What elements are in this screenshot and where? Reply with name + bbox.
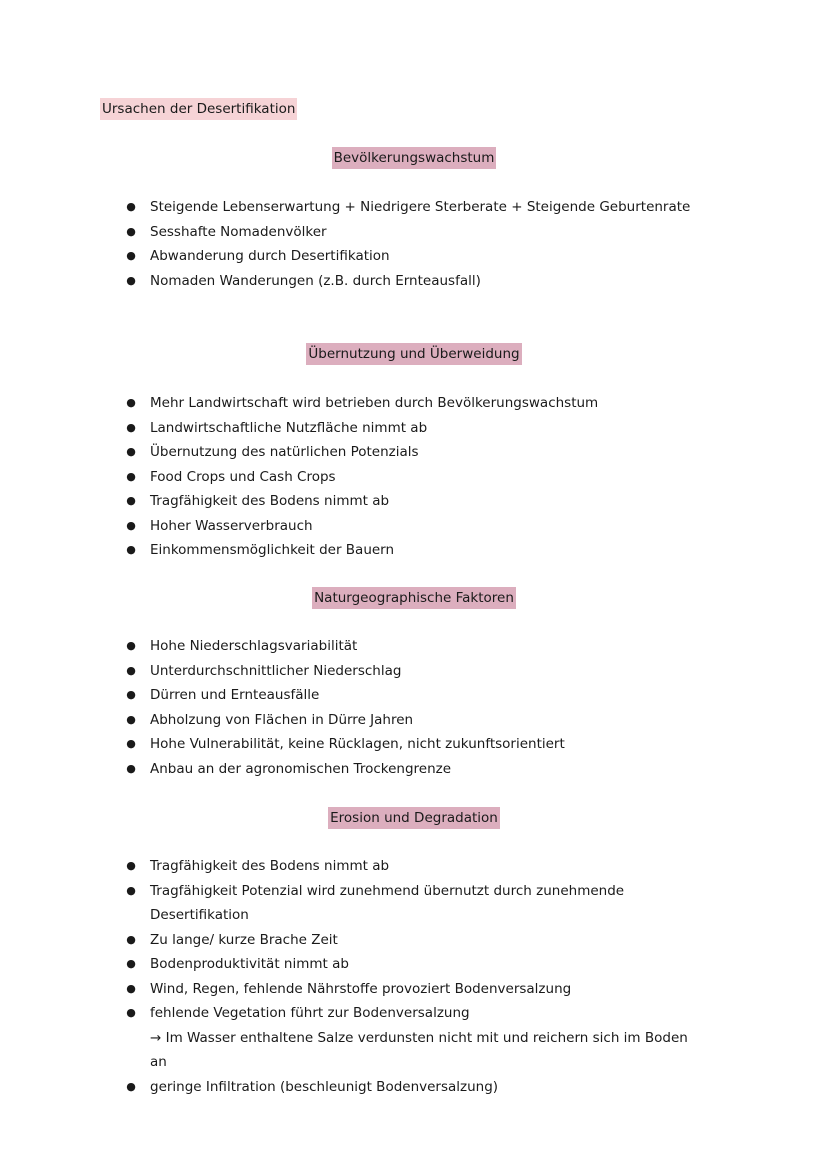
bullet-icon: ●: [126, 688, 136, 701]
list-item-text: fehlende Vegetation führt zur Bodenversalzung: [150, 1005, 470, 1021]
list-item-text: Mehr Landwirtschaft wird betrieben durch Bevölkerungswachstum: [150, 395, 599, 411]
bullet-icon: ●: [126, 932, 136, 946]
bullet-icon: ●: [126, 737, 136, 750]
list-item-text: Food Crops und Cash Crops: [150, 468, 336, 485]
list-item: [0, 465, 828, 490]
bullet-icon: ●: [126, 494, 136, 507]
list-item-text: Unterdurchschnittlicher Niederschlag: [150, 662, 402, 679]
list-item-continuation: Desertifikation: [150, 907, 249, 923]
list-item-text: Übernutzung des natürlichen Potenzials: [150, 444, 419, 460]
list-item-continuation: an: [150, 1054, 167, 1070]
list-item: [0, 879, 828, 928]
list-item: [0, 514, 828, 539]
list-item: [0, 538, 828, 563]
list-item-text: Hoher Wasserverbrauch: [150, 517, 313, 534]
bullet-icon: ●: [126, 200, 136, 213]
list-item-continuation: → Im Wasser enthaltene Salze verdunsten nicht mit und reichern sich im Boden: [150, 1029, 688, 1046]
list-item: [0, 708, 828, 733]
list-item-text: Hohe Vulnerabilität, keine Rücklagen, nicht zukunftsorientiert: [150, 736, 565, 752]
bullet-icon: ●: [126, 420, 136, 434]
section-heading-uebernutzung: [0, 343, 828, 365]
section-heading-text: Erosion und Degradation: [328, 807, 500, 829]
list-item-text: Zu lange/ kurze Brache Zeit: [150, 931, 338, 948]
bullet-list-bevoelkerungswachstum: [0, 195, 828, 293]
list-item: [0, 269, 828, 294]
bullet-icon: ●: [126, 249, 136, 262]
list-item-text: Einkommensmöglichkeit der Bauern: [150, 542, 395, 558]
list-item-text: Landwirtschaftliche Nutzfläche nimmt ab: [150, 419, 428, 436]
bullet-icon: ●: [126, 1006, 136, 1019]
list-item: [0, 928, 828, 953]
section-heading-bevoelkerungswachstum: [0, 147, 828, 169]
list-item-text: Tragfähigkeit des Bodens nimmt ab: [150, 493, 390, 509]
bullet-icon: ●: [126, 396, 136, 409]
bullet-icon: ●: [126, 224, 136, 238]
list-item: [0, 391, 828, 416]
bullet-icon: ●: [126, 1079, 136, 1093]
bullet-list-uebernutzung: [0, 391, 828, 563]
bullet-icon: ●: [126, 543, 136, 556]
section-heading-erosion-degradation: [0, 807, 828, 829]
bullet-icon: ●: [126, 981, 136, 995]
list-item: [0, 732, 828, 757]
list-item: [0, 854, 828, 879]
section-heading-text: Übernutzung und Überweidung: [306, 343, 521, 365]
bullet-icon: ●: [126, 663, 136, 677]
list-item: [0, 757, 828, 782]
bullet-list-naturgeographische-faktoren: [0, 634, 828, 781]
list-item-text: Tragfähigkeit Potenzial wird zunehmend übernutzt durch zunehmende: [150, 882, 625, 899]
list-item: [0, 1001, 828, 1075]
list-item-text: Tragfähigkeit des Bodens nimmt ab: [150, 858, 390, 874]
list-item-text: Wind, Regen, fehlende Nährstoffe provoziert Bodenversalzung: [150, 980, 572, 997]
bullet-icon: ●: [126, 712, 136, 726]
list-item: [0, 683, 828, 708]
list-item-text: Sesshafte Nomadenvölker: [150, 223, 327, 240]
list-item: [0, 416, 828, 441]
bullet-icon: ●: [126, 518, 136, 532]
list-item-text: Nomaden Wanderungen (z.B. durch Ernteausfall): [150, 272, 481, 289]
section-heading-naturgeographische-faktoren: [0, 587, 828, 609]
list-item: [0, 977, 828, 1002]
bullet-icon: ●: [126, 469, 136, 483]
list-item: [0, 244, 828, 269]
list-item: [0, 1075, 828, 1100]
list-item-text: Dürren und Ernteausfälle: [150, 687, 320, 703]
list-item: [0, 952, 828, 977]
bullet-icon: ●: [126, 639, 136, 652]
list-item: [0, 195, 828, 220]
list-item: [0, 659, 828, 684]
list-item: [0, 220, 828, 245]
list-item: [0, 489, 828, 514]
document-title: Ursachen der Desertifikation: [100, 98, 297, 120]
bullet-icon: ●: [126, 859, 136, 872]
list-item-text: Steigende Lebenserwartung + Niedrigere Sterberate + Steigende Geburtenrate: [150, 199, 691, 215]
bullet-icon: ●: [126, 445, 136, 458]
bullet-icon: ●: [126, 957, 136, 970]
bullet-icon: ●: [126, 761, 136, 775]
bullet-icon: ●: [126, 273, 136, 287]
list-item-text: geringe Infiltration (beschleunigt Bodenversalzung): [150, 1078, 499, 1095]
list-item-text: Abwanderung durch Desertifikation: [150, 248, 390, 264]
section-heading-text: Bevölkerungswachstum: [332, 147, 497, 169]
section-heading-text: Naturgeographische Faktoren: [312, 587, 516, 609]
bullet-list-erosion-degradation: [0, 854, 828, 1099]
list-item-text: Hohe Niederschlagsvariabilität: [150, 638, 358, 654]
list-item-text: Bodenproduktivität nimmt ab: [150, 956, 349, 972]
list-item-text: Abholzung von Flächen in Dürre Jahren: [150, 711, 414, 728]
list-item: [0, 440, 828, 465]
list-item-text: Anbau an der agronomischen Trockengrenze: [150, 760, 452, 777]
list-item: [0, 634, 828, 659]
bullet-icon: ●: [126, 883, 136, 897]
